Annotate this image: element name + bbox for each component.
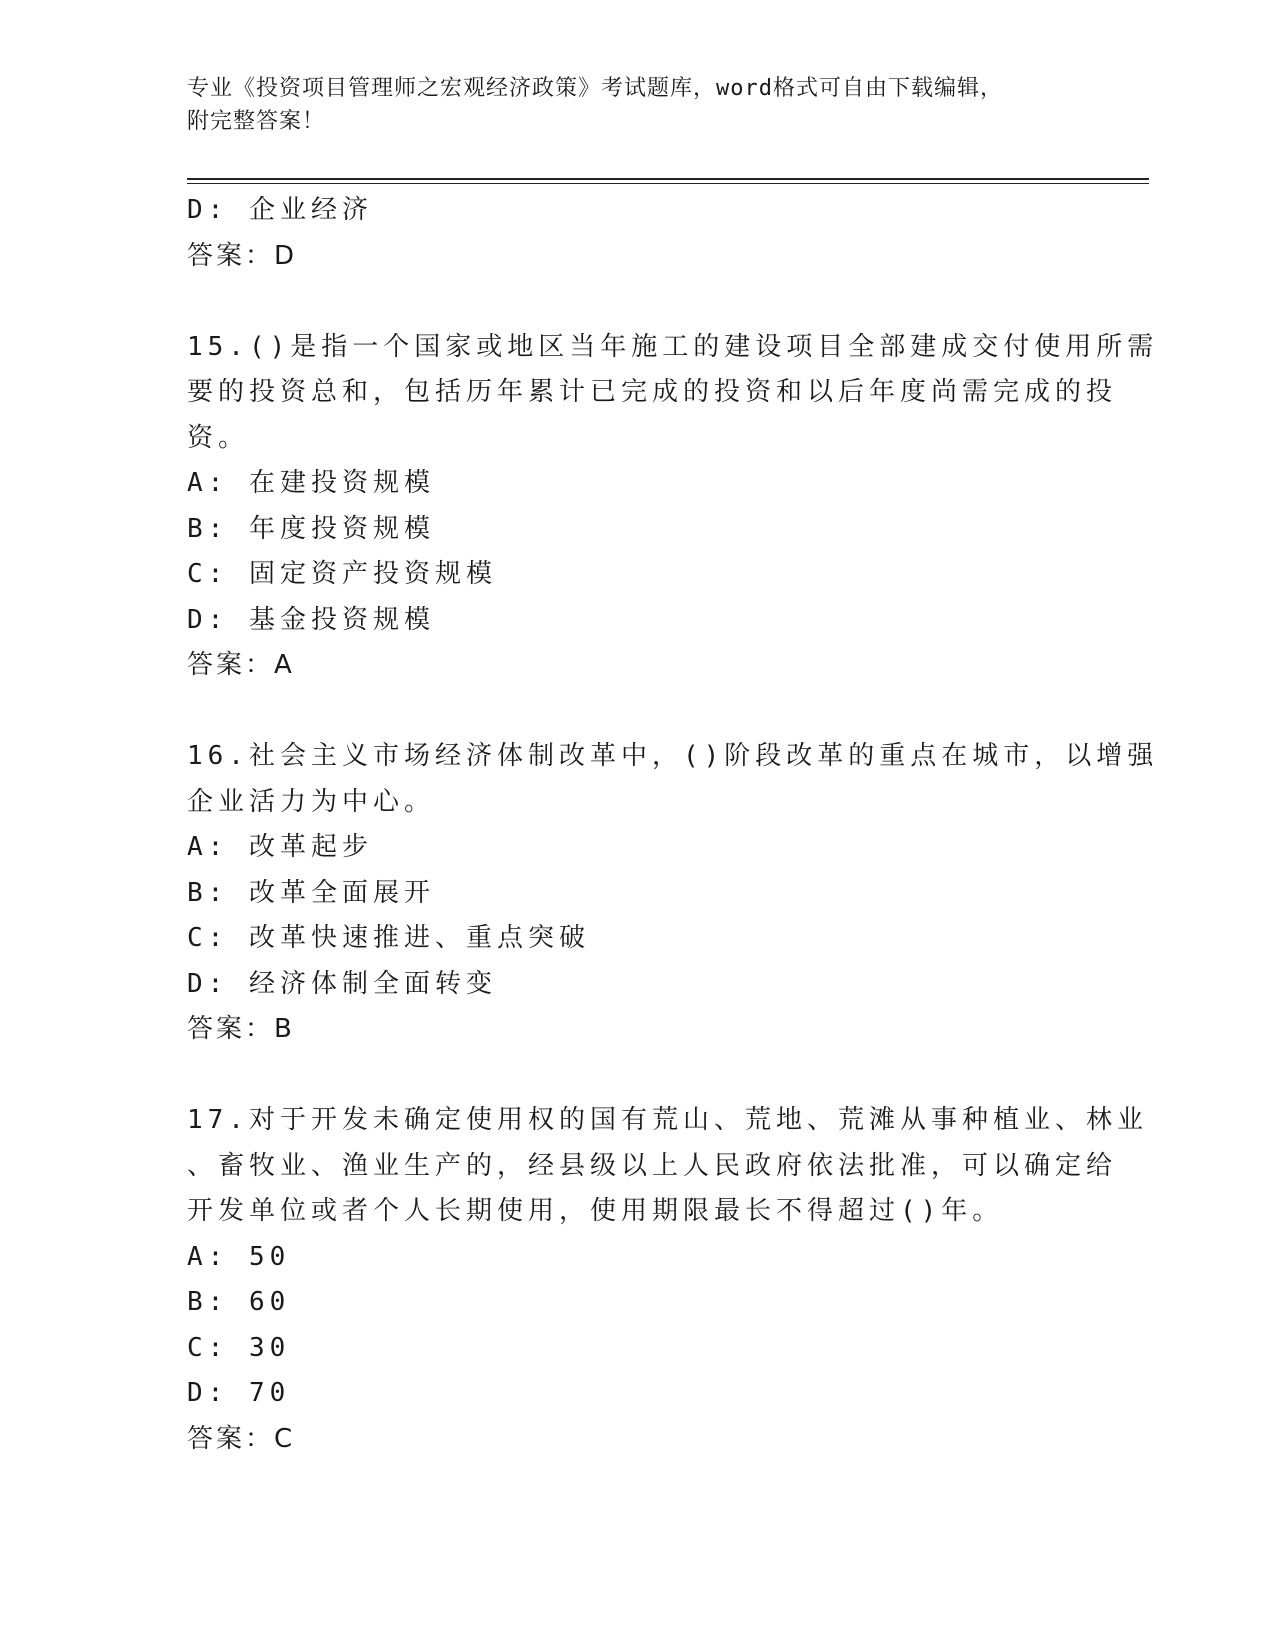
question-15-text	[187, 325, 1159, 462]
question-17-option-a: A: 50	[187, 1241, 291, 1272]
prev-option-d: D: 企业经济	[187, 195, 373, 225]
question-15-option-b: B: 年度投资规模	[187, 513, 435, 544]
prev-answer: 答案：D	[187, 240, 298, 271]
question-16-option-a: A: 改革起步	[187, 832, 373, 862]
question-16-text	[187, 734, 1159, 825]
question-16-option-c: C: 改革快速推进、重点突破	[187, 923, 590, 953]
question-15-line: 资。	[187, 422, 250, 453]
question-17-answer: 答案：C	[187, 1423, 296, 1454]
header-divider-thick	[187, 178, 1149, 180]
question-content	[187, 188, 1159, 1462]
question-17-option-d: D: 70	[187, 1378, 291, 1408]
question-17-text	[187, 1098, 1148, 1235]
question-17-line: 、畜牧业、渔业生产的，经县级以上人民政府依法批准，可以确定给	[187, 1150, 1118, 1181]
question-15-option-c: C: 固定资产投资规模	[187, 559, 497, 589]
header-line-1: 专业《投资项目管理师之宏观经济政策》考试题库，word格式可自由下载编辑，	[187, 76, 1003, 101]
spacer	[187, 1053, 1077, 1099]
question-15-line: 15.()是指一个国家或地区当年施工的建设项目全部建成交付使用所需	[187, 331, 1159, 362]
question-16-line: 16.社会主义市场经济体制改革中，()阶段改革的重点在城市，以增强	[187, 741, 1159, 771]
question-16-option-d: D: 经济体制全面转变	[187, 968, 497, 999]
question-15-option-d: D: 基金投资规模	[187, 604, 435, 635]
spacer	[187, 279, 1077, 325]
question-16-option-b: B: 改革全面展开	[187, 877, 435, 908]
question-17-option-b: B: 60	[187, 1287, 291, 1317]
question-16-line: 企业活力为中心。	[187, 786, 436, 817]
question-17-option-c: C: 30	[187, 1332, 291, 1363]
question-15-line: 要的投资总和，包括历年累计已完成的投资和以后年度尚需完成的投	[187, 377, 1118, 407]
spacer	[187, 689, 1077, 735]
question-17-line: 开发单位或者个人长期使用，使用期限最长不得超过()年。	[187, 1196, 1004, 1226]
question-15-answer: 答案：A	[187, 650, 295, 680]
document-header	[187, 72, 1067, 138]
question-16-answer: 答案：B	[187, 1014, 295, 1044]
header-divider-thin	[187, 183, 1149, 184]
header-line-2: 附完整答案！	[187, 109, 326, 134]
question-15-option-a: A: 在建投资规模	[187, 468, 435, 498]
question-17-line: 17.对于开发未确定使用权的国有荒山、荒地、荒滩从事种植业、林业	[187, 1105, 1148, 1135]
